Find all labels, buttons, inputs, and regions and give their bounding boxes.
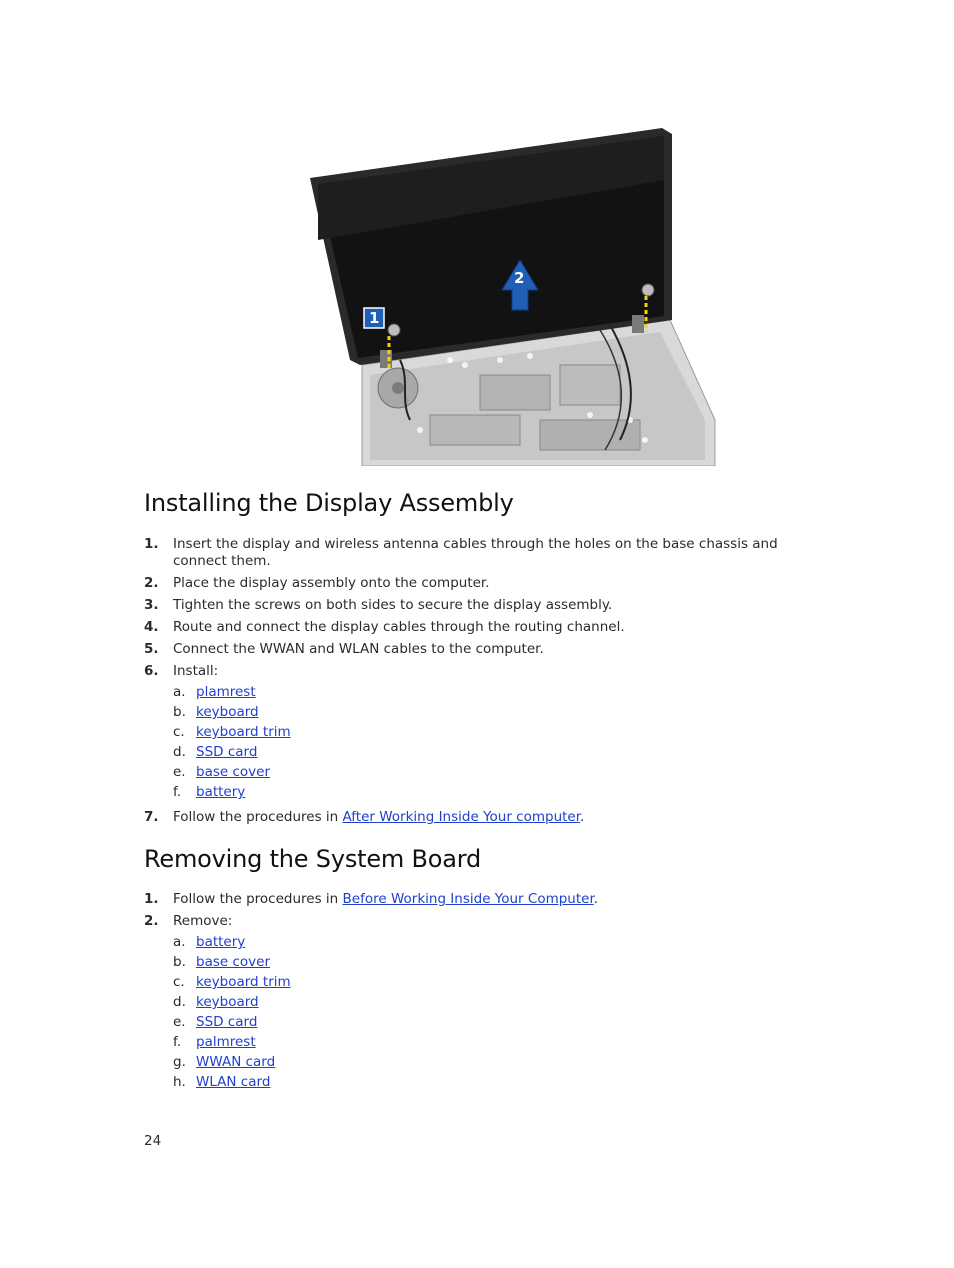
install-steps-list bbox=[144, 536, 824, 831]
remove-section-title: Removing the System Board bbox=[144, 845, 482, 873]
link-ssd-card[interactable]: SSD card bbox=[196, 744, 258, 760]
remove-parts-list bbox=[173, 934, 824, 1094]
link-palmrest[interactable]: palmrest bbox=[196, 1034, 256, 1050]
link-battery[interactable]: battery bbox=[196, 784, 246, 800]
install-step-1: 1. Insert the display and wireless antenna cables through the holes on the base chassis and connect them. bbox=[144, 536, 778, 569]
callout-2: 2 bbox=[514, 269, 525, 287]
list-item: c. keyboard trim bbox=[173, 724, 291, 740]
link-keyboard-trim[interactable]: keyboard trim bbox=[196, 724, 291, 740]
link-before-working-inside[interactable]: Before Working Inside Your Computer bbox=[342, 891, 594, 907]
remove-step-2: 2. Remove: a. battery b. base cover c. keyboard trim d. keyboard e. SSD card f. palmrest g. WWAN card h. WLAN card bbox=[144, 913, 824, 1094]
link-wwan-card[interactable]: WWAN card bbox=[196, 1054, 276, 1070]
link-keyboard[interactable]: keyboard bbox=[196, 994, 259, 1010]
link-palmrest[interactable]: plamrest bbox=[196, 684, 256, 700]
list-item: e. base cover bbox=[173, 764, 270, 780]
install-step-6: 6. Install: a. plamrest b. keyboard c. keyboard trim d. SSD card e. base cover f. battery bbox=[144, 663, 824, 804]
link-after-working-inside[interactable]: After Working Inside Your computer bbox=[342, 809, 581, 825]
list-item: f. battery bbox=[173, 784, 246, 800]
list-item: h. WLAN card bbox=[173, 1074, 271, 1090]
laptop-diagram bbox=[300, 120, 725, 466]
remove-steps-list bbox=[144, 891, 824, 1099]
link-keyboard[interactable]: keyboard bbox=[196, 704, 259, 720]
install-section-title: Installing the Display Assembly bbox=[144, 489, 514, 517]
link-battery[interactable]: battery bbox=[196, 934, 246, 950]
callout-1: 1 bbox=[369, 309, 380, 327]
install-step-2: 2. Place the display assembly onto the computer. bbox=[144, 575, 490, 591]
install-step-5: 5. Connect the WWAN and WLAN cables to the computer. bbox=[144, 641, 544, 657]
link-ssd-card[interactable]: SSD card bbox=[196, 1014, 258, 1030]
list-item: d. SSD card bbox=[173, 744, 258, 760]
list-item: a. plamrest bbox=[173, 684, 256, 700]
install-step-7: 7. Follow the procedures in After Working Inside Your computer. bbox=[144, 809, 585, 825]
list-item: a. battery bbox=[173, 934, 246, 950]
list-item: f. palmrest bbox=[173, 1034, 256, 1050]
link-base-cover[interactable]: base cover bbox=[196, 954, 270, 970]
install-step-4: 4. Route and connect the display cables through the routing channel. bbox=[144, 619, 625, 635]
display-assembly-illustration bbox=[300, 120, 725, 466]
list-item: g. WWAN card bbox=[173, 1054, 276, 1070]
list-item: b. base cover bbox=[173, 954, 270, 970]
install-parts-list bbox=[173, 684, 824, 804]
install-step-3: 3. Tighten the screws on both sides to secure the display assembly. bbox=[144, 597, 613, 613]
link-wlan-card[interactable]: WLAN card bbox=[196, 1074, 271, 1090]
list-item: b. keyboard bbox=[173, 704, 259, 720]
list-item: e. SSD card bbox=[173, 1014, 258, 1030]
link-keyboard-trim[interactable]: keyboard trim bbox=[196, 974, 291, 990]
list-item: d. keyboard bbox=[173, 994, 259, 1010]
list-item: c. keyboard trim bbox=[173, 974, 291, 990]
page-number: 24 bbox=[144, 1133, 162, 1149]
remove-step-1: 1. Follow the procedures in Before Working Inside Your Computer. bbox=[144, 891, 599, 907]
link-base-cover[interactable]: base cover bbox=[196, 764, 270, 780]
